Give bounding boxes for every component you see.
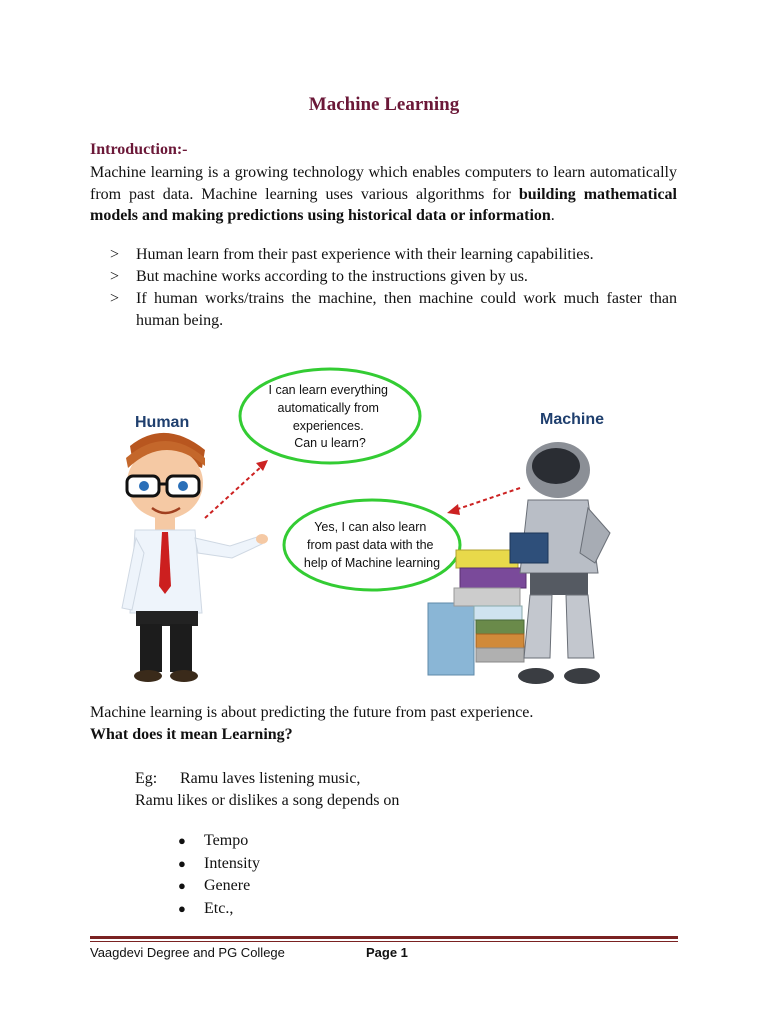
bullet-list [110, 244, 677, 332]
intro-text: Machine learning is a growing technology which enables computers to learn automatically from past data. Machine learning uses various algorithms for [90, 164, 677, 203]
robot-figure-icon [510, 442, 610, 684]
bullet-item [110, 266, 677, 288]
bullet-item [110, 288, 677, 332]
bullet-marker: > [110, 290, 120, 307]
bullet-text: But machine works according to the instructions given by us. [136, 268, 528, 285]
list-item-text: Etc., [204, 899, 234, 917]
bullet-dot-icon: ● [178, 833, 186, 848]
machine-label: Machine [540, 411, 605, 428]
bullet-marker: > [110, 246, 120, 263]
footer-rule-thin [90, 941, 678, 942]
example-line [135, 768, 399, 790]
example-block [135, 768, 399, 812]
bullet-item [110, 244, 677, 266]
footer-page-number: Page 1 [366, 945, 408, 960]
list-item [178, 853, 260, 876]
example-line-2: Ramu likes or dislikes a song depends on [135, 792, 400, 809]
bubble-top-line: automatically from [277, 401, 379, 415]
footer-college: Vaagdevi Degree and PG College [90, 945, 285, 960]
human-vs-machine-illustration [110, 358, 650, 698]
arrow-to-bottom-bubble [455, 488, 520, 510]
bullet-dot-icon: ● [178, 855, 186, 871]
intro-paragraph [90, 162, 677, 227]
bullet-marker: > [110, 268, 120, 285]
body-line: Machine learning is about predicting the future from past experience. [90, 704, 534, 721]
page-title: Machine Learning [308, 94, 460, 115]
intro-period: . [550, 207, 555, 224]
speech-bubble-bottom-text [304, 520, 440, 570]
intro-heading: Introduction:- [90, 141, 188, 158]
human-label: Human [135, 414, 190, 431]
footer-rule [90, 936, 678, 939]
factor-list [178, 830, 260, 920]
list-item [178, 830, 260, 853]
list-item-text: Tempo [204, 832, 249, 849]
list-item [178, 875, 260, 898]
human-figure-icon [122, 433, 268, 682]
section-heading: What does it mean Learning? [90, 726, 293, 743]
list-item-text: Intensity [204, 854, 260, 872]
bubble-top-line: Can u learn? [294, 436, 366, 450]
bubble-top-line: I can learn everything [268, 383, 389, 397]
intro-bold-text: building mathematical models and making predictions using historical data or information [90, 185, 678, 224]
bubble-bottom-line: from past data with the [307, 538, 434, 552]
example-text: Ramu laves listening music, [180, 770, 361, 787]
arrow-head-icon [447, 504, 460, 515]
bubble-bottom-line: help of Machine learning [303, 556, 441, 570]
bubble-bottom-line: Yes, I can also learn [314, 520, 427, 534]
bullet-dot-icon: ● [178, 900, 186, 916]
list-item [178, 898, 260, 921]
arrow-to-top-bubble [205, 466, 262, 518]
example-label: Eg: [135, 770, 158, 787]
bullet-text: Human learn from their past experience with their learning capabilities. [136, 246, 594, 263]
bullet-dot-icon: ● [178, 878, 186, 893]
bullet-text: If human works/trains the machine, then machine could work much faster than human being. [136, 290, 677, 329]
list-item-text: Genere [204, 877, 251, 894]
bubble-top-line: experiences. [292, 419, 364, 433]
